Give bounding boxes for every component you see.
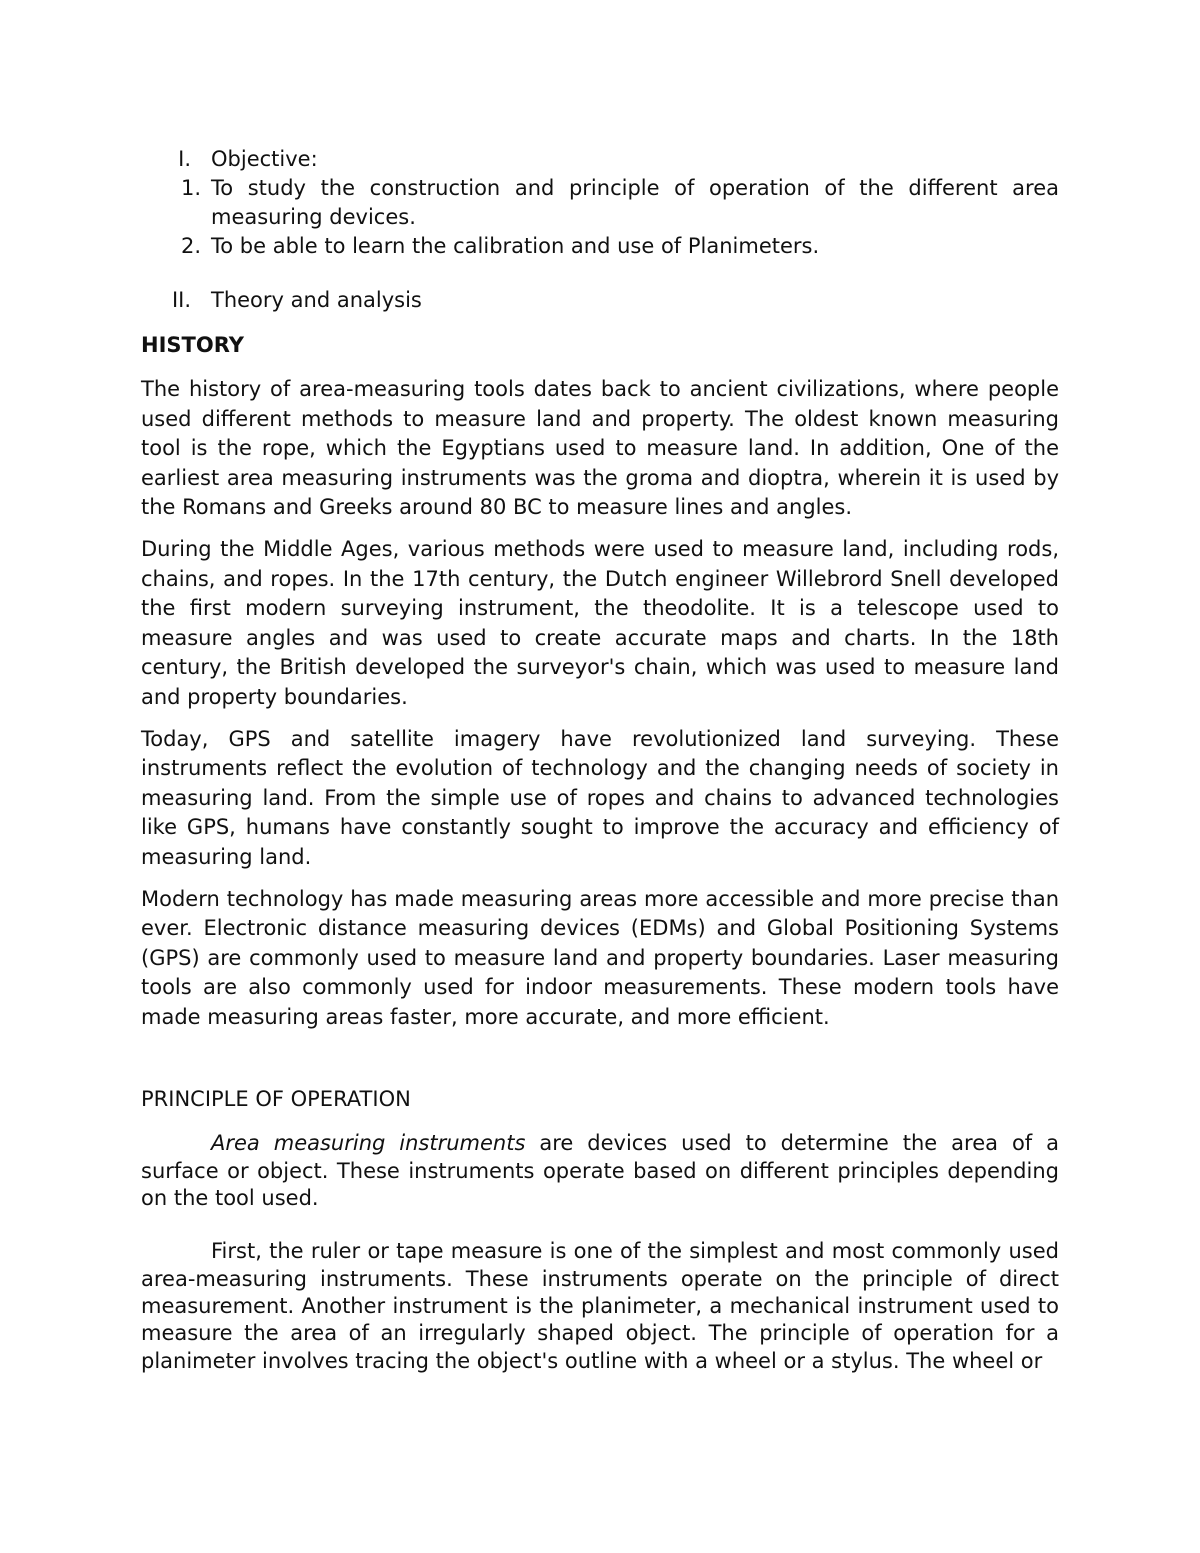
- section-title: Objective:: [211, 147, 318, 171]
- principle-paragraph: [141, 1130, 1059, 1212]
- history-paragraph: Today, GPS and satellite imagery have revolutionized land surveying. These instruments reflect the evolution of technology and the changing needs of society in measuring land. From the simple use of ropes and chains to advanced technologies like GPS, humans have constantly sought to improve the accuracy and efficiency of measuring land.: [141, 726, 1059, 869]
- objective-number: 1.: [180, 176, 201, 200]
- history-heading: HISTORY: [141, 333, 244, 357]
- history-paragraph: Modern technology has made measuring areas more accessible and more precise than ever. Electronic distance measuring devices (EDMs) and Global Positioning Systems (GPS) are commonly used to measure land and property boundaries. Laser measuring tools are also commonly used for indoor measurements. These modern tools have made measuring areas faster, more accurate, and more efficient.: [141, 886, 1059, 1029]
- principle-paragraph: First, the ruler or tape measure is one of the simplest and most commonly used area-measuring instruments. These instruments operate on the principle of direct measurement. Another instrument is the planimeter, a mechanical instrument used to measure the area of an irregularly shaped object. The principle of operation for a planimeter involves tracing the object's outline with a wheel or a stylus. The wheel or: [141, 1239, 1059, 1373]
- document-page: [141, 140, 1059, 1375]
- principle-heading: PRINCIPLE OF OPERATION: [141, 1087, 411, 1112]
- history-paragraph: The history of area-measuring tools dates back to ancient civilizations, where people used different methods to measure land and property. The oldest known measuring tool is the rope, which the Egyptians used to measure land. In addition, One of the earliest area measuring instruments was the groma and dioptra, wherein it is used by the Romans and Greeks around 80 BC to measure lines and angles.: [141, 377, 1059, 520]
- paragraph-text: are devices used to determine the area of a surface or object. These instruments operate based on different principles depending on the tool used.: [141, 1131, 1059, 1211]
- section-theory-heading: [141, 285, 1059, 315]
- section-title: Theory and analysis: [211, 288, 422, 312]
- section-objective-heading: [141, 144, 1059, 174]
- objective-number: 2.: [180, 234, 201, 258]
- section-number: II.: [171, 288, 191, 312]
- objective-item: [141, 232, 1059, 261]
- italic-term: Area measuring instruments: [211, 1131, 526, 1156]
- objective-text: To study the construction and principle of operation of the different area measuring devices.: [211, 176, 1059, 229]
- objective-text: To be able to learn the calibration and use of Planimeters.: [211, 234, 820, 258]
- section-number: I.: [178, 147, 191, 171]
- history-paragraph: During the Middle Ages, various methods were used to measure land, including rods, chains, and ropes. In the 17th century, the Dutch engineer Willebrord Snell developed the first modern surveying instrument, the theodolite. It is a telescope used to measure angles and was used to create accurate maps and charts. In the 18th century, the British developed the surveyor's chain, which was used to measure land and property boundaries.: [141, 536, 1059, 709]
- objective-item: [141, 174, 1059, 232]
